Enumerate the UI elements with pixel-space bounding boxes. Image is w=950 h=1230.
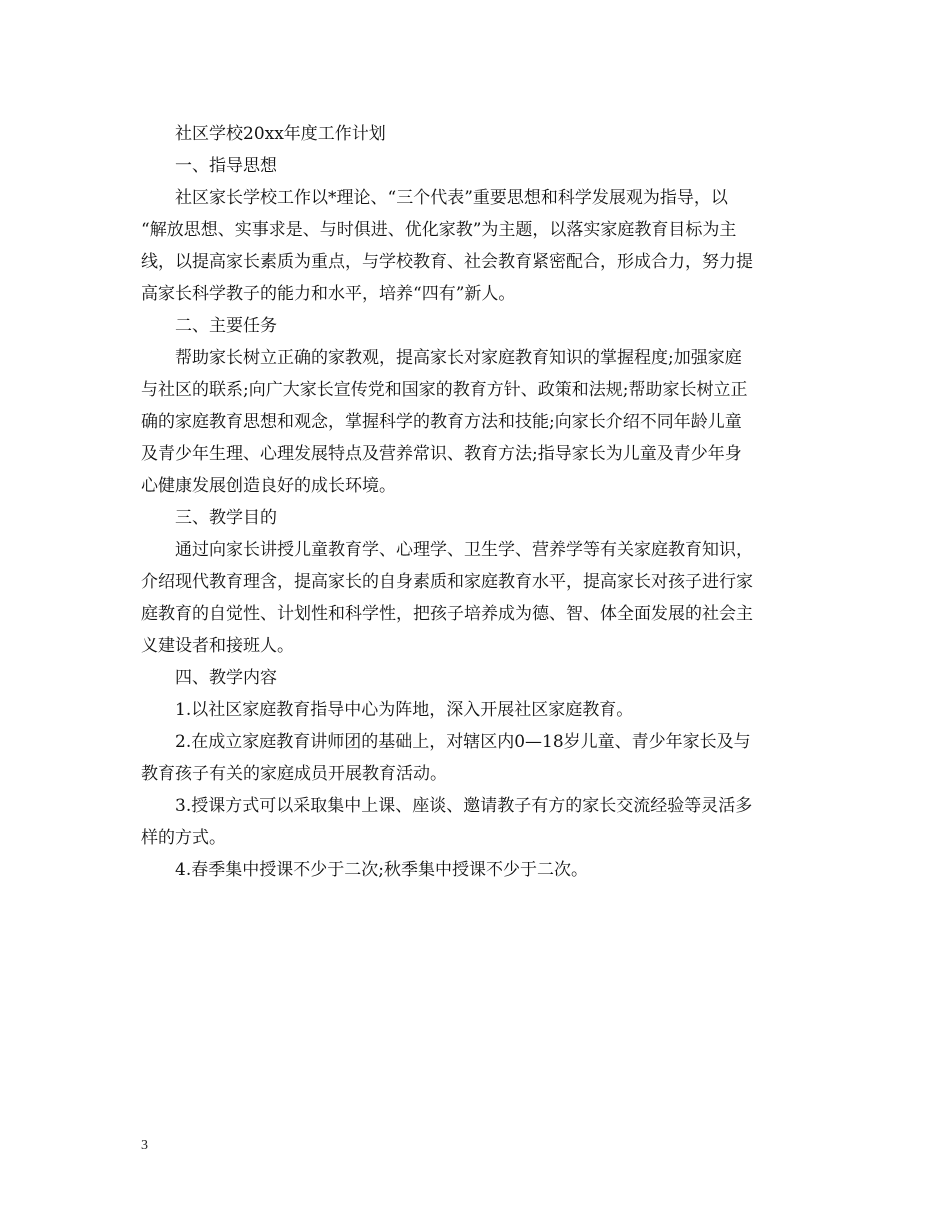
paragraph-line: 与社区的联系;向广大家长宣传党和国家的教育方针、政策和法规;帮助家长树立正 — [141, 380, 748, 400]
paragraph — [141, 182, 813, 310]
paragraph-line: 通过向家长讲授儿童教育学、心理学、卫生学、营养学等有关家庭教育知识， — [175, 540, 753, 560]
paragraph-line: 义建设者和接班人。 — [141, 636, 294, 656]
paragraph-line: 庭教育的自觉性、计划性和科学性，把孩子培养成为德、智、体全面发展的社会主 — [141, 604, 753, 624]
paragraph — [141, 342, 813, 502]
paragraph-line: 心健康发展创造良好的成长环境。 — [141, 476, 396, 496]
paragraph-line: 及青少年生理、心理发展特点及营养常识、教育方法;指导家长为儿童及青少年身 — [141, 444, 742, 464]
section-heading-teaching-goals: 三、教学目的 — [175, 508, 277, 528]
list-item — [141, 790, 813, 854]
paragraph-line: 线，以提高家长素质为重点，与学校教育、社会教育紧密配合，形成合力，努力提 — [141, 252, 753, 272]
list-item — [141, 854, 813, 886]
paragraph-line: 帮助家长树立正确的家教观，提高家长对家庭教育知识的掌握程度;加强家庭 — [175, 348, 742, 368]
section-heading-guiding-ideology: 一、指导思想 — [175, 156, 277, 176]
paragraph — [141, 534, 813, 662]
paragraph-line: 1.以社区家庭教育指导中心为阵地，深入开展社区家庭教育。 — [175, 700, 634, 720]
section-heading-teaching-content: 四、教学内容 — [175, 668, 277, 688]
page-number: 3 — [141, 1138, 148, 1153]
paragraph-line: 教育孩子有关的家庭成员开展教育活动。 — [141, 764, 447, 784]
paragraph-line: 高家长科学教子的能力和水平，培养“四有”新人。 — [141, 284, 516, 304]
paragraph-line: 3.授课方式可以采取集中上课、座谈、邀请教子有方的家长交流经验等灵活多 — [175, 796, 753, 816]
paragraph-line: 确的家庭教育思想和观念，掌握科学的教育方法和技能;向家长介绍不同年龄儿童 — [141, 412, 742, 432]
paragraph-line: 样的方式。 — [141, 828, 226, 848]
section-heading-main-tasks: 二、主要任务 — [175, 316, 277, 336]
list-item — [141, 694, 813, 726]
paragraph-line: 介绍现代教育理含，提高家长的自身素质和家庭教育水平，提高家长对孩子进行家 — [141, 572, 753, 592]
paragraph-line: 社区家长学校工作以*理论、“三个代表”重要思想和科学发展观为指导，以 — [175, 188, 728, 208]
list-item — [141, 726, 813, 790]
paragraph-line: “解放思想、实事求是、与时俱进、优化家教”为主题，以落实家庭教育目标为主 — [141, 220, 737, 240]
paragraph-line: 2.在成立家庭教育讲师团的基础上，对辖区内0—18岁儿童、青少年家长及与 — [175, 732, 751, 752]
document-body — [141, 118, 813, 886]
document-title: 社区学校20xx年度工作计划 — [175, 124, 386, 144]
paragraph-line: 4.春季集中授课不少于二次;秋季集中授课不少于二次。 — [175, 860, 588, 880]
